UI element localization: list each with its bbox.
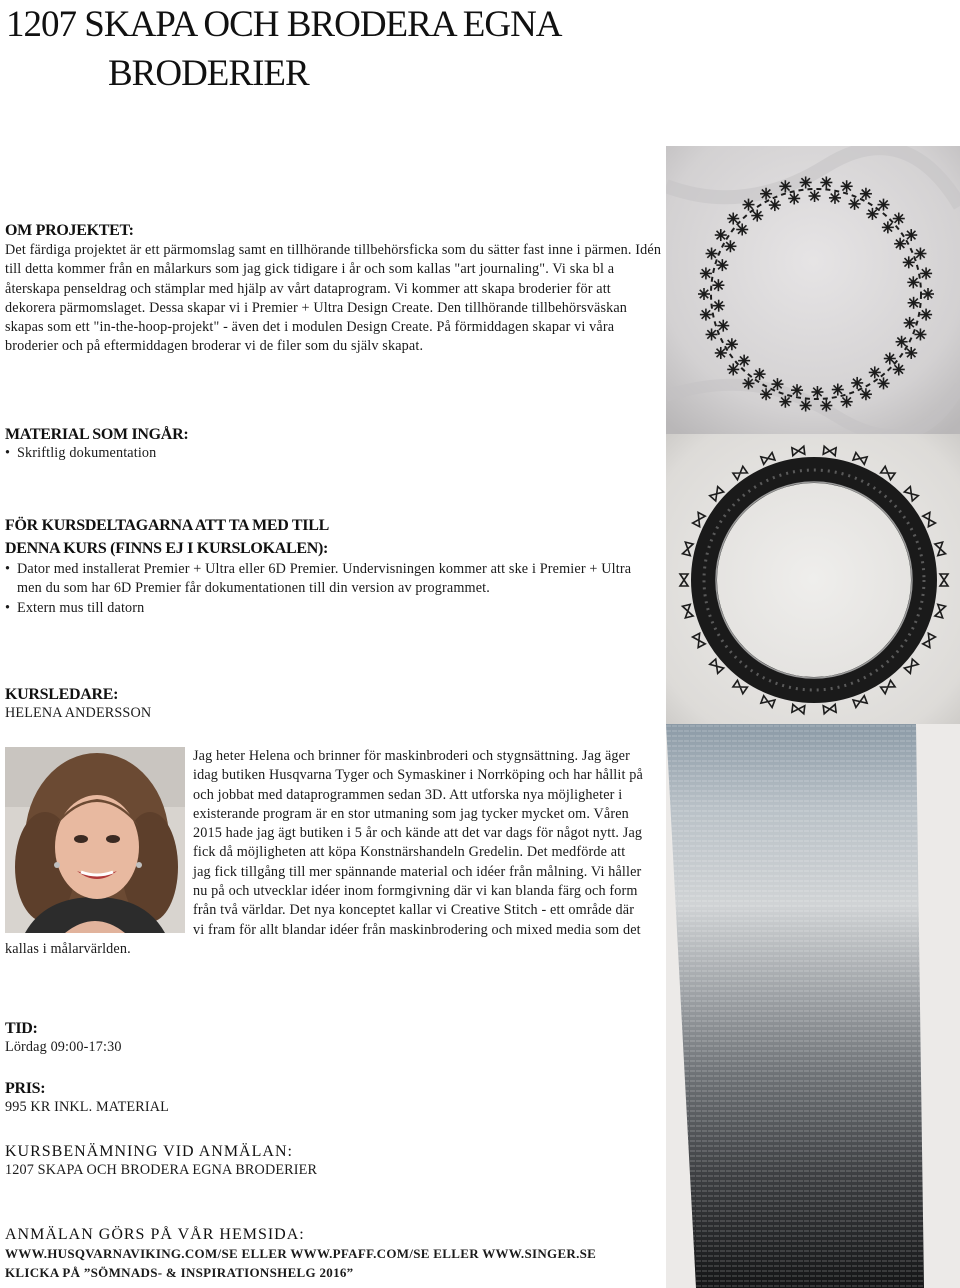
star-stitch [829,192,841,204]
star-stitch [922,288,934,300]
star-stitch [851,377,863,389]
bring-section [5,514,645,618]
star-stitch [713,300,725,312]
about-section [5,222,665,357]
star-stitch [712,279,724,291]
leader-bio-block [5,747,645,959]
embroidery-photo-bow-circle [666,434,960,724]
star-stitch [920,309,932,321]
bullet-icon: • [5,599,11,616]
star-stitch [860,188,872,200]
star-stitch [726,338,738,350]
star-stitch [809,190,821,202]
star-stitch [903,256,915,268]
star-stitch [771,378,783,390]
star-stitch [877,377,889,389]
list-item [5,560,645,599]
star-stitch [849,198,861,210]
list-item [5,444,645,463]
time-heading: TID: [5,1020,38,1037]
leader-heading: KURSLEDARE: [5,686,119,703]
course-name-section [5,1143,605,1180]
price-value: 995 KR INKL. MATERIAL [5,1099,169,1115]
star-stitch [841,396,853,408]
star-stitch [832,384,844,396]
materials-item: Skriftlig dokumentation [17,445,157,461]
star-stitch [760,388,772,400]
bullet-icon: • [5,561,11,577]
star-stitch [907,276,919,288]
star-stitch [841,180,853,192]
star-stitch [905,347,917,359]
star-stitch [820,400,832,412]
course-name-heading: KURSBENÄMNING VID ANMÄLAN: [5,1143,293,1160]
star-stitch [860,388,872,400]
signup-section [5,1226,765,1282]
star-stitch [820,176,832,188]
time-value: Lördag 09:00-17:30 [5,1039,122,1055]
bring-heading-line-2: DENNA KURS (FINNS EJ I KURSLOKALEN): [5,540,329,557]
star-stitch [779,180,791,192]
about-body: Det färdiga projektet är ett pärmomslag samt en tillhörande tillbehörsficka som du sätter fast inne i pärmen. Idén till detta kommer från en målarkurs som jag gick tidigare i år och som kallas "art journaling". Vi ska bl a återskapa penseldrag och stämplar med hjälp av vårt dataprogram. Vi kommer att skapa broderier för att dekorera pärmomslaget. Dessa skapar vi i Premier + Ultra Design Create. Den tillhörande tillbehörsväskan skapas som ett "in-the-hoop-projekt" - även det i modulen Design Create. På förmiddagen skapar vi våra broderier och på eftermiddagen broderar vi de filer som du själv skapat. [5,242,662,355]
star-stitch [760,188,772,200]
star-stitch [736,224,748,236]
star-stitch [882,221,894,233]
materials-heading: MATERIAL SOM INGÅR: [5,426,189,443]
star-stitch [791,384,803,396]
star-stitch [716,259,728,271]
leader-portrait [5,747,185,933]
star-stitch [905,229,917,241]
about-heading: OM PROJEKTET: [5,222,134,239]
star-stitch [800,400,812,412]
price-section [5,1080,405,1117]
course-name-value: 1207 SKAPA OCH BRODERA EGNA BRODERIER [5,1162,318,1178]
star-stitch [751,210,763,222]
star-stitch [706,328,718,340]
star-stitch [700,267,712,279]
time-section [5,1020,405,1057]
star-stitch [700,309,712,321]
page-title [6,0,706,98]
star-stitch [743,377,755,389]
star-stitch [743,199,755,211]
star-stitch [698,288,710,300]
star-stitch [706,248,718,260]
materials-section [5,426,645,463]
bring-heading-line-1: FÖR KURSDELTAGARNA ATT TA MED TILL [5,517,329,534]
leader-name: HELENA ANDERSSON [5,705,152,721]
signup-heading: ANMÄLAN GÖRS PÅ VÅR HEMSIDA: [5,1226,305,1243]
star-stitch [779,396,791,408]
star-stitch [869,366,881,378]
embroidery-photo-star-circle [666,146,960,434]
star-stitch [908,297,920,309]
star-stitch [727,213,739,225]
star-stitch [893,213,905,225]
signup-websites: WWW.HUSQVARNAVIKING.COM/SE ELLER WWW.PFAFF.COM/SE ELLER WWW.SINGER.SE [5,1246,597,1261]
star-stitch [738,355,750,367]
bring-item: Dator med installerat Premier + Ultra eller 6D Premier. Undervisningen kommer att ske i Premier + Ultra men du som har 6D Premier får dokumentationen till din version av programmet. [17,561,632,597]
star-stitch [914,248,926,260]
bullet-icon: • [5,445,11,461]
star-stitch [877,199,889,211]
star-stitch [788,192,800,204]
title-line-1: 1207 SKAPA OCH BRODERA EGNA [6,4,562,45]
star-stitch [724,240,736,252]
star-stitch [754,368,766,380]
signup-instruction: KLICKA PÅ ”SÖMNADS- & INSPIRATIONSHELG 2016” [5,1265,354,1280]
embroidery-photo-gradient-strip [666,724,960,1288]
star-stitch [769,199,781,211]
star-stitch [715,347,727,359]
list-item [5,599,645,618]
bring-item: Extern mus till datorn [17,599,145,616]
star-stitch [811,386,823,398]
star-stitch [904,317,916,329]
star-stitch [914,328,926,340]
star-stitch [894,238,906,250]
leader-section [5,686,405,723]
star-stitch [800,176,812,188]
star-stitch [717,320,729,332]
star-stitch [727,363,739,375]
title-line-2: BRODERIER [108,53,309,94]
leader-bio: Jag heter Helena och brinner för maskinbroderi och stygnsättning. Jag äger idag butiken Husqvarna Tyger och Symaskiner i Norrköping och har hållit på och jobbat med dataprogrammen sedan 3D. Att utforska nya möjligheter i existerande program är en stor utmaning som jag tycker mycket om. Våren 2015 hade jag ägt butiken i 5 år och kände att det var dags för något nytt. Jag fick då möjligheten att köpa Konstnärshandeln Gredelin. Det medförde att jag fick tillgång till mer spännande material och idéer från målning. Vi håller nu på och utvecklar idéer inom formgivning där vi kan blanda färg och form från två världar. Det nya konceptet kallar vi Creative Stitch - ett område där vi fram för allt blandar idéer från maskinbrodering och mixed media som det kallas i målarvärlden. [5,748,643,957]
star-stitch [715,229,727,241]
star-stitch [884,352,896,364]
star-stitch [866,208,878,220]
price-heading: PRIS: [5,1080,46,1097]
star-stitch [920,267,932,279]
star-stitch [896,336,908,348]
star-stitch [893,363,905,375]
